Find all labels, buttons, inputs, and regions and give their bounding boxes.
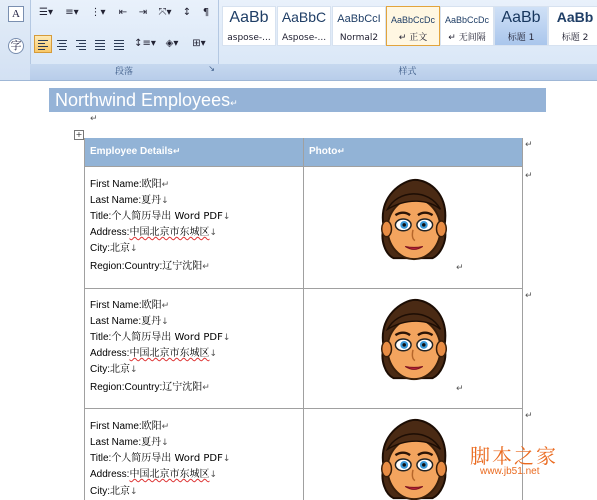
justify-button[interactable] xyxy=(91,35,109,53)
address-label: Address: xyxy=(90,469,130,480)
region-country-line[interactable] xyxy=(90,378,210,393)
chinese-layout-icon: ⤧▾ xyxy=(158,7,172,18)
table-move-handle-icon[interactable]: + xyxy=(75,130,83,139)
borders-button[interactable] xyxy=(186,35,212,53)
address-line[interactable] xyxy=(90,465,217,480)
style-tile-aspose2[interactable] xyxy=(277,6,331,46)
row-end-mark-icon: ↵ xyxy=(525,140,533,150)
address-label: Address: xyxy=(90,227,130,238)
borders-icon: ⊞▾ xyxy=(192,38,206,49)
region-label: Region: xyxy=(90,382,125,393)
first-name-label: First Name: xyxy=(90,179,142,190)
region-label: Region: xyxy=(90,261,125,272)
paragraph-mark-icon: ↵ xyxy=(161,422,170,432)
first-name-line[interactable] xyxy=(90,175,169,190)
line-break-icon: ↓ xyxy=(222,333,231,343)
paragraph-group-label xyxy=(30,64,218,80)
country-label: Country: xyxy=(124,261,163,272)
last-name-line[interactable] xyxy=(90,433,169,448)
paragraph-mark-icon: ↵ xyxy=(90,114,98,124)
enclose-characters-button[interactable]: 字 xyxy=(8,38,24,54)
style-sample: AaBb xyxy=(501,9,541,26)
title-label: Title: xyxy=(90,453,112,464)
style-sample: AaBb xyxy=(556,9,594,25)
bullets-icon: ☰▾ xyxy=(39,7,53,18)
align-right-icon xyxy=(76,38,86,52)
first-name-label: First Name: xyxy=(90,421,142,432)
first-name-value: 欧阳 xyxy=(141,300,162,311)
city-label: City: xyxy=(90,486,110,497)
employee-photo[interactable] xyxy=(364,176,464,266)
city-line[interactable] xyxy=(90,239,138,254)
title-line[interactable] xyxy=(90,328,230,343)
style-sample: AaBb xyxy=(229,9,269,26)
site-watermark xyxy=(462,440,592,490)
style-tile-heading2[interactable] xyxy=(548,6,597,46)
numbering-icon: ≡▾ xyxy=(65,7,79,18)
show-marks-button[interactable] xyxy=(198,4,214,22)
cell-mark-icon: ↵ xyxy=(456,384,464,394)
employee-table xyxy=(84,138,523,500)
last-name-value: 夏丹 xyxy=(141,437,162,448)
header-label: Employee Details xyxy=(90,146,173,157)
line-break-icon: ↓ xyxy=(222,212,231,222)
style-name: Aspose-... xyxy=(281,33,327,43)
style-tile-no-spacing[interactable] xyxy=(440,6,494,46)
watermark-logo: 脚本之家 xyxy=(470,444,558,468)
style-sample: AaBbCcDc xyxy=(390,15,435,25)
city-value: 北京 xyxy=(110,486,130,497)
city-label: City: xyxy=(90,243,110,254)
line-break-icon: ↓ xyxy=(222,454,231,464)
header-label: Photo xyxy=(309,146,338,157)
city-label: City: xyxy=(90,364,110,375)
bullets-button[interactable] xyxy=(34,4,58,22)
title-value: 个人简历导出 Word PDF xyxy=(111,453,223,464)
table-border xyxy=(84,288,523,289)
title-value: 个人简历导出 Word PDF xyxy=(111,332,223,343)
employee-photo[interactable] xyxy=(364,416,464,500)
distributed-icon xyxy=(114,38,124,52)
last-name-label: Last Name: xyxy=(90,195,142,206)
line-break-icon: ↓ xyxy=(209,349,218,359)
first-name-value: 欧阳 xyxy=(141,421,162,432)
title-label: Title: xyxy=(90,211,112,222)
distributed-button[interactable] xyxy=(110,35,128,53)
document-title[interactable] xyxy=(55,90,238,111)
style-sample: AaBbC xyxy=(281,9,327,25)
last-name-line[interactable] xyxy=(90,312,169,327)
first-name-value: 欧阳 xyxy=(141,179,162,190)
line-break-icon: ↓ xyxy=(161,438,169,448)
character-border-button[interactable]: A xyxy=(8,6,24,22)
style-tile-normal2[interactable] xyxy=(332,6,386,46)
city-line[interactable] xyxy=(90,482,138,497)
line-break-icon: ↓ xyxy=(130,365,138,375)
paragraph-mark-icon: ↵ xyxy=(161,180,170,190)
styles-group-title: 样式 xyxy=(398,67,417,77)
table-header-photo xyxy=(304,138,523,166)
align-center-button[interactable] xyxy=(53,35,71,53)
first-name-label: First Name: xyxy=(90,300,142,311)
sort-button[interactable] xyxy=(178,4,196,22)
last-name-value: 夏丹 xyxy=(141,316,162,327)
address-value: 中国北京市东城区 xyxy=(129,348,210,359)
row-end-mark-icon: ↵ xyxy=(525,291,533,301)
paragraph-group-title: 段落 xyxy=(114,67,133,77)
paragraph-mark-icon: ↵ xyxy=(202,262,210,272)
country-label: Country: xyxy=(124,382,163,393)
style-tile-aspose1[interactable] xyxy=(222,6,276,46)
align-right-button[interactable] xyxy=(72,35,90,53)
table-border xyxy=(84,138,85,500)
line-break-icon: ↓ xyxy=(209,228,218,238)
employee-photo[interactable] xyxy=(364,296,464,386)
decrease-indent-button[interactable] xyxy=(114,4,132,22)
city-line[interactable] xyxy=(90,360,138,375)
increase-indent-icon: ⇥ xyxy=(138,7,148,18)
style-tile-body[interactable] xyxy=(386,6,440,46)
line-spacing-button[interactable] xyxy=(132,35,158,53)
address-label: Address: xyxy=(90,348,130,359)
last-name-line[interactable] xyxy=(90,191,169,206)
table-border xyxy=(303,138,304,500)
style-name: ↵ 正文 xyxy=(398,33,428,43)
multilevel-list-button[interactable] xyxy=(86,4,110,22)
align-center-icon xyxy=(57,38,67,52)
address-value: 中国北京市东城区 xyxy=(129,227,210,238)
first-name-line[interactable] xyxy=(90,417,169,432)
shading-button[interactable] xyxy=(160,35,184,53)
styles-group-label xyxy=(218,64,597,80)
cell-mark-icon: ↵ xyxy=(337,147,345,157)
title-label: Title: xyxy=(90,332,112,343)
increase-indent-button[interactable] xyxy=(134,4,152,22)
style-sample: AaBbCcI xyxy=(337,13,381,25)
title-value: 个人简历导出 Word PDF xyxy=(111,211,223,222)
title-line[interactable] xyxy=(90,207,230,222)
line-break-icon: ↓ xyxy=(161,317,169,327)
row-end-mark-icon: ↵ xyxy=(525,171,533,181)
style-name-text: 正文 xyxy=(409,33,428,43)
address-line[interactable] xyxy=(90,344,217,359)
row-end-mark-icon: ↵ xyxy=(525,411,533,421)
ribbon xyxy=(0,0,597,81)
dialog-launcher-icon[interactable]: ↘ xyxy=(208,64,215,73)
style-sample: AaBbCcDc xyxy=(444,15,489,25)
first-name-line[interactable] xyxy=(90,296,169,311)
city-value: 北京 xyxy=(110,364,130,375)
paragraph-mark-icon: ↵ xyxy=(202,383,210,393)
country-value: 辽宁沈阳 xyxy=(162,382,203,393)
style-name: 标题 1 xyxy=(507,33,535,43)
sort-icon: ↕ xyxy=(182,7,192,18)
city-value: 北京 xyxy=(110,243,130,254)
address-line[interactable] xyxy=(90,223,217,238)
paragraph-mark-icon: ↵ xyxy=(230,99,238,109)
paragraph-mark-icon: ¶ xyxy=(202,7,210,18)
style-name: 标题 2 xyxy=(561,33,589,43)
line-break-icon: ↓ xyxy=(130,487,138,497)
last-name-label: Last Name: xyxy=(90,437,142,448)
line-break-icon: ↓ xyxy=(209,470,218,480)
watermark-url: www.jb51.net xyxy=(480,466,540,477)
table-border xyxy=(84,408,523,409)
document-title-text: Northwind Employees xyxy=(55,90,231,110)
style-name: Normal2 xyxy=(339,33,379,43)
address-value: 中国北京市东城区 xyxy=(129,469,210,480)
align-left-button[interactable] xyxy=(34,35,52,53)
cell-mark-icon: ↵ xyxy=(172,147,181,157)
last-name-label: Last Name: xyxy=(90,316,142,327)
paragraph-mark-icon: ↵ xyxy=(161,301,170,311)
country-value: 辽宁沈阳 xyxy=(162,261,203,272)
decrease-indent-icon: ⇤ xyxy=(118,7,128,18)
style-name: aspose-... xyxy=(227,33,271,43)
table-header-details xyxy=(84,138,303,166)
align-left-icon xyxy=(38,38,48,52)
font-tools-strip xyxy=(0,0,31,80)
title-line[interactable] xyxy=(90,449,230,464)
multilevel-list-icon: ⋮▾ xyxy=(90,7,106,18)
numbering-button[interactable] xyxy=(60,4,84,22)
style-name: ↵ 无间隔 xyxy=(448,33,486,43)
table-border xyxy=(84,166,523,167)
paragraph-group xyxy=(30,0,219,80)
region-country-line[interactable] xyxy=(90,257,210,272)
line-break-icon: ↓ xyxy=(161,196,169,206)
style-tile-heading1[interactable] xyxy=(494,6,548,46)
line-spacing-icon: ↕≡▾ xyxy=(134,38,156,49)
chinese-layout-button[interactable] xyxy=(154,4,176,22)
line-break-icon: ↓ xyxy=(130,244,138,254)
last-name-value: 夏丹 xyxy=(141,195,162,206)
cell-mark-icon: ↵ xyxy=(456,263,464,273)
justify-icon xyxy=(95,38,105,52)
shading-icon: ◈▾ xyxy=(165,38,179,49)
style-name-text: 无间隔 xyxy=(458,33,486,43)
styles-group xyxy=(218,0,597,80)
